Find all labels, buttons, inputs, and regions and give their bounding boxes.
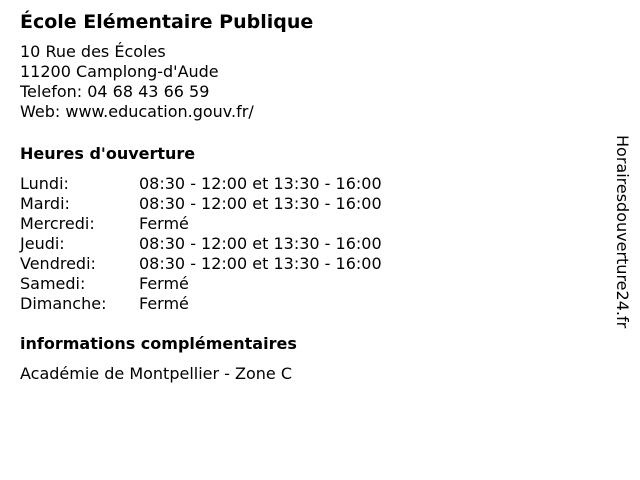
hours-value: Fermé [139, 214, 189, 233]
hours-row-lundi [20, 174, 600, 194]
hours-value: Fermé [139, 274, 189, 293]
hours-value: 08:30 - 12:00 et 13:30 - 16:00 [139, 174, 382, 193]
additional-info-text: Académie de Montpellier - Zone C [20, 364, 293, 383]
day-label: Lundi: [20, 174, 69, 193]
opening-hours-heading: Heures d'ouverture [20, 144, 196, 163]
phone-number: Telefon: 04 68 43 66 59 [20, 82, 210, 101]
place-title: École Elémentaire Publique [20, 11, 314, 33]
day-label: Samedi: [20, 274, 86, 293]
day-label: Dimanche: [20, 294, 107, 313]
hours-value: 08:30 - 12:00 et 13:30 - 16:00 [139, 194, 382, 213]
hours-row-samedi [20, 274, 600, 294]
day-label: Vendredi: [20, 254, 96, 273]
hours-row-mercredi [20, 214, 600, 234]
opening-hours-table [20, 174, 600, 314]
hours-row-mardi [20, 194, 600, 214]
day-label: Jeudi: [20, 234, 65, 253]
hours-value: 08:30 - 12:00 et 13:30 - 16:00 [139, 234, 382, 253]
contact-block [20, 42, 600, 122]
hours-row-jeudi [20, 234, 600, 254]
day-label: Mardi: [20, 194, 70, 213]
hours-row-dimanche [20, 294, 600, 314]
hours-row-vendredi [20, 254, 600, 274]
city-address: 11200 Camplong-d'Aude [20, 62, 219, 81]
website-line: Web: www.education.gouv.fr/ [20, 102, 254, 121]
street-address: 10 Rue des Écoles [20, 42, 166, 61]
additional-info-heading: informations complémentaires [20, 334, 297, 353]
hours-value: 08:30 - 12:00 et 13:30 - 16:00 [139, 254, 382, 273]
hours-value: Fermé [139, 294, 189, 313]
site-watermark: Horairesdouverture24.fr [613, 135, 632, 329]
place-card [20, 8, 600, 384]
day-label: Mercredi: [20, 214, 95, 233]
